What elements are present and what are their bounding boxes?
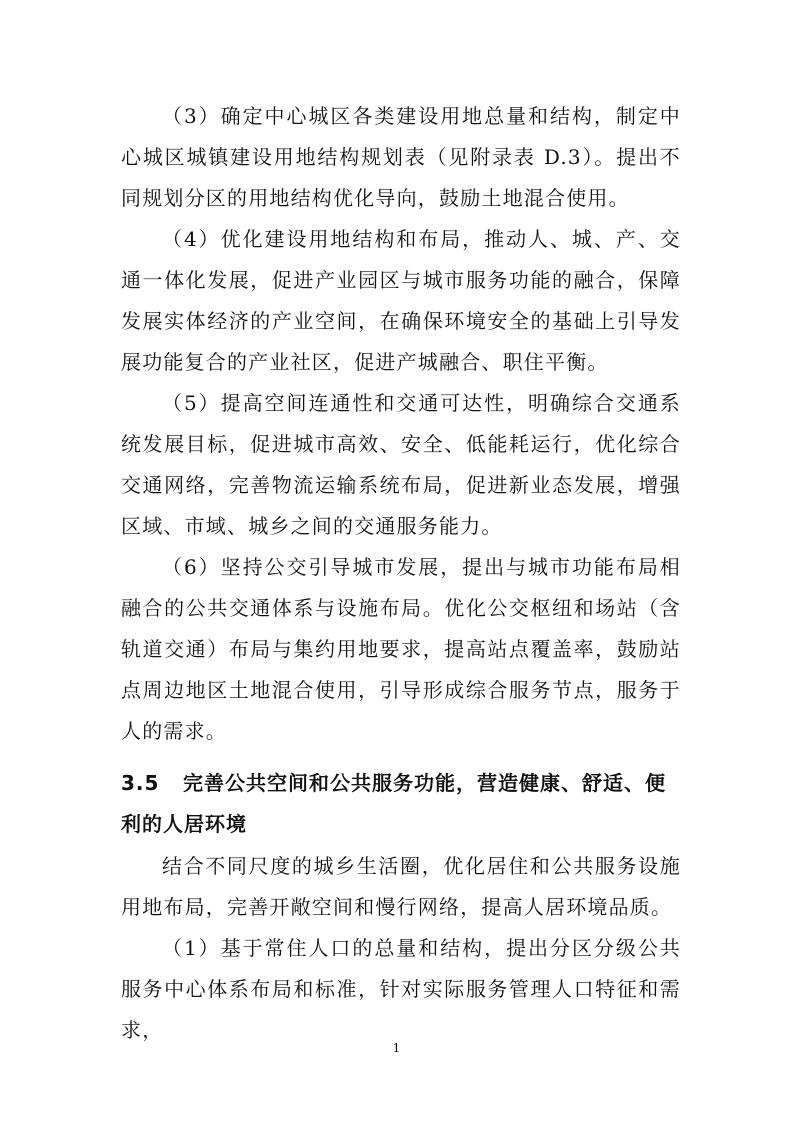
paragraph-3: （3）确定中心城区各类建设用地总量和结构，制定中心城区城镇建设用地结构规划表（见附录表 D.3）。提出不同规划分区的用地结构优化导向，鼓励土地混合使用。 bbox=[121, 104, 681, 210]
section-heading bbox=[121, 763, 681, 845]
paragraph-section-1: （1）基于常住人口的总量和结构，提出分区分级公共服务中心体系布局和标准，针对实际服务管理人口特征和需求， bbox=[121, 936, 681, 1042]
section-intro-paragraph: 结合不同尺度的城乡生活圈，优化居住和公共服务设施用地布局，完善开敞空间和慢行网络，提高人居环境品质。 bbox=[121, 854, 681, 919]
paragraph-6: （6）坚持公交引导城市发展，提出与城市功能布局相融合的公共交通体系与设施布局。优化公交枢纽和场站（含轨道交通）布局与集约用地要求，提高站点覆盖率，鼓励站点周边地区土地混合使用，引导形成综合服务节点，服务于人的需求。 bbox=[121, 555, 681, 743]
page-number: 1 bbox=[392, 1041, 401, 1055]
paragraph-5: （5）提高空间连通性和交通可达性，明确综合交通系统发展目标，促进城市高效、安全、低能耗运行，优化综合交通网络，完善物流运输系统布局，促进新业态发展，增强区域、市域、城乡之间的交通服务能力。 bbox=[121, 391, 681, 538]
section-number: 3.5 bbox=[121, 771, 160, 795]
section-title: 完善公共空间和公共服务功能，营造健康、舒适、便利的人居环境 bbox=[121, 771, 666, 836]
paragraph-4: （4）优化建设用地结构和布局，推动人、城、产、交通一体化发展，促进产业园区与城市服务功能的融合，保障发展实体经济的产业空间，在确保环境安全的基础上引导发展功能复合的产业社区，促进产城融合、职住平衡。 bbox=[121, 227, 681, 374]
